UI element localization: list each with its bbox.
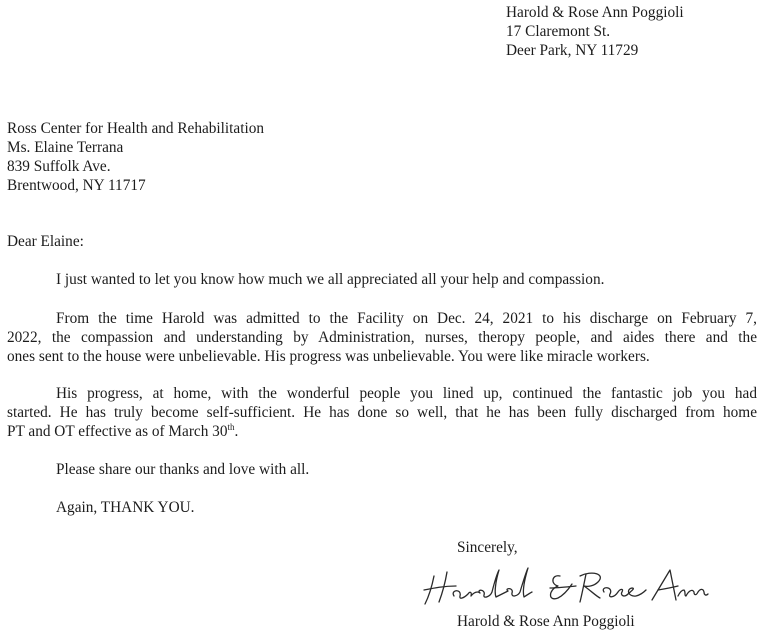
sender-street: 17 Claremont St. (506, 23, 611, 40)
paragraph-3-line-1 (7, 384, 757, 403)
signature-stroke (658, 586, 678, 590)
paragraph-2 (7, 309, 757, 366)
paragraph-3-line-3-text: PT and OT effective as of March 30 (7, 423, 228, 440)
signature-stroke (550, 586, 576, 588)
paragraph-2-line-2: 2022, the compassion and understanding by Administration, nurses, theropy people, and aides there and the (7, 329, 757, 346)
paragraph-3 (7, 384, 757, 441)
paragraph-4-text: Please share our thanks and love with all. (56, 461, 310, 478)
paragraph-2-line-1-text: From the time Harold was admitted to the Facility on Dec. 24, 2021 to his discharge on February 7, (56, 310, 757, 327)
paragraph-2-line-1 (7, 309, 757, 328)
signature-stroke (678, 589, 708, 596)
paragraph-5-text: Again, THANK YOU. (56, 499, 195, 516)
paragraph-1-text: I just wanted to let you know how much we all appreciated all your help and compassion. (56, 271, 605, 288)
closing: Sincerely, (457, 539, 518, 556)
recipient-address (7, 119, 264, 195)
paragraph-2-line-3: ones sent to the house were unbelievable. His progress was unbelievable. You were like miracle workers. (7, 348, 650, 365)
paragraph-4 (7, 460, 757, 479)
recipient-street: 839 Suffolk Ave. (7, 158, 111, 175)
paragraph-1 (7, 270, 757, 289)
paragraph-3-line-3 (7, 422, 757, 441)
recipient-city: Brentwood, NY 11717 (7, 177, 146, 194)
sender-city: Deer Park, NY 11729 (506, 42, 639, 59)
paragraph-3-line-1-text: His progress, at home, with the wonderful people you lined up, continued the fantastic job you had (56, 385, 757, 402)
recipient-organization: Ross Center for Health and Rehabilitation (7, 120, 265, 137)
printed-name: Harold & Rose Ann Poggioli (457, 613, 635, 630)
paragraph-3-line-3-end: . (234, 423, 239, 440)
signature-stroke (424, 586, 456, 590)
signature-stroke (652, 570, 676, 600)
sender-name: Harold & Rose Ann Poggioli (506, 4, 684, 21)
ordinal-suffix: th (227, 422, 235, 432)
sender-address (506, 3, 684, 60)
recipient-name: Ms. Elaine Terrana (7, 139, 124, 156)
paragraph-3-line-2: started. He has truly become self-sufficient. He has done so well, that he has been fully discharged from home (7, 404, 757, 421)
salutation: Dear Elaine: (7, 233, 84, 250)
signature-stroke (453, 568, 532, 598)
signature-stroke (580, 574, 586, 602)
paragraph-5 (7, 498, 757, 517)
signature-stroke (603, 588, 646, 597)
handwritten-signature (420, 562, 710, 610)
